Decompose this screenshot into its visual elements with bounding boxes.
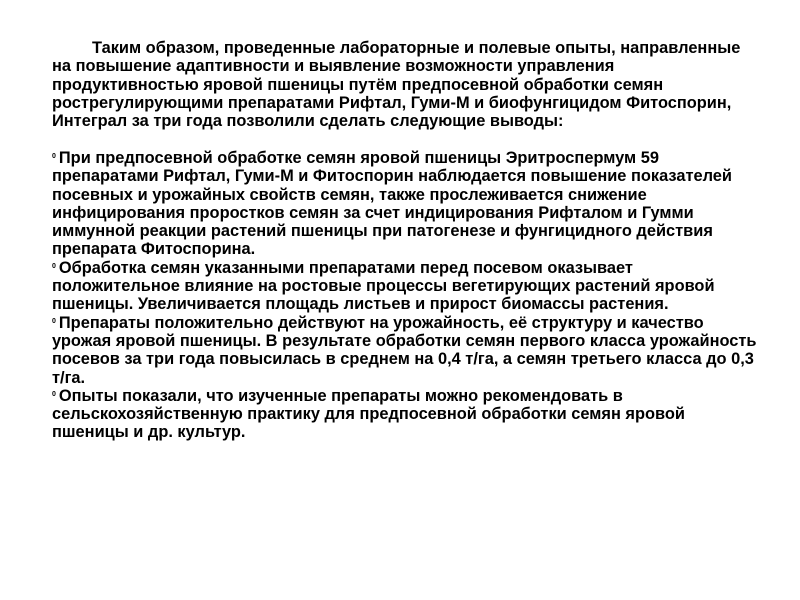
conclusion-text: Обработка семян указанными препаратами перед посевом оказывает положительное влияние на ростовые процессы вегетирующих растений яровой пшеницы. Увеличивается площадь листьев и прирост биомассы растения. xyxy=(52,258,715,314)
bullet-icon: 0 xyxy=(52,262,56,270)
conclusion-text: При предпосевной обработке семян яровой пшеницы Эритроспермум 59 препаратами Рифтал, Гуми-М и Фитоспорин наблюдается повышение показателей посевных и урожайных свойств семян, также прослеживается снижение инфицирования проростков семян за счет индицирования Рифталом и Гумми иммунной реакции растений пшеницы при патогенезе и фунгицидного действия препарата Фитоспорина. xyxy=(52,148,732,259)
conclusion-item xyxy=(52,149,757,259)
conclusion-text: Опыты показали, что изученные препараты можно рекомендовать в сельскохозяйственную практику для предпосевной обработки семян яровой пшеницы и др. культур. xyxy=(52,386,685,442)
slide-content xyxy=(52,39,757,442)
bullet-icon: 0 xyxy=(52,317,56,325)
intro-paragraph: Таким образом, проведенные лабораторные и полевые опыты, направленные на повышение адаптивности и выявление возможности управления продуктивностью яровой пшеницы путём предпосевной обработки семян рострегулирующими препаратами Рифтал, Гуми-М и биофунгицидом Фитоспорин, Интеграл за три года позволили сделать следующие выводы: xyxy=(52,39,741,131)
conclusion-item xyxy=(52,387,757,442)
conclusions-list xyxy=(52,149,757,442)
conclusion-item xyxy=(52,259,757,314)
conclusion-text: Препараты положительно действуют на урожайность, её структуру и качество урожая яровой пшеницы. В результате обработки семян первого класса урожайность посевов за три года повысилась в среднем на 0,4 т/га, а семян третьего класса до 0,3 т/га. xyxy=(52,313,757,387)
bullet-icon: 0 xyxy=(52,152,56,160)
conclusion-item xyxy=(52,314,757,387)
bullet-icon: 0 xyxy=(52,390,56,398)
